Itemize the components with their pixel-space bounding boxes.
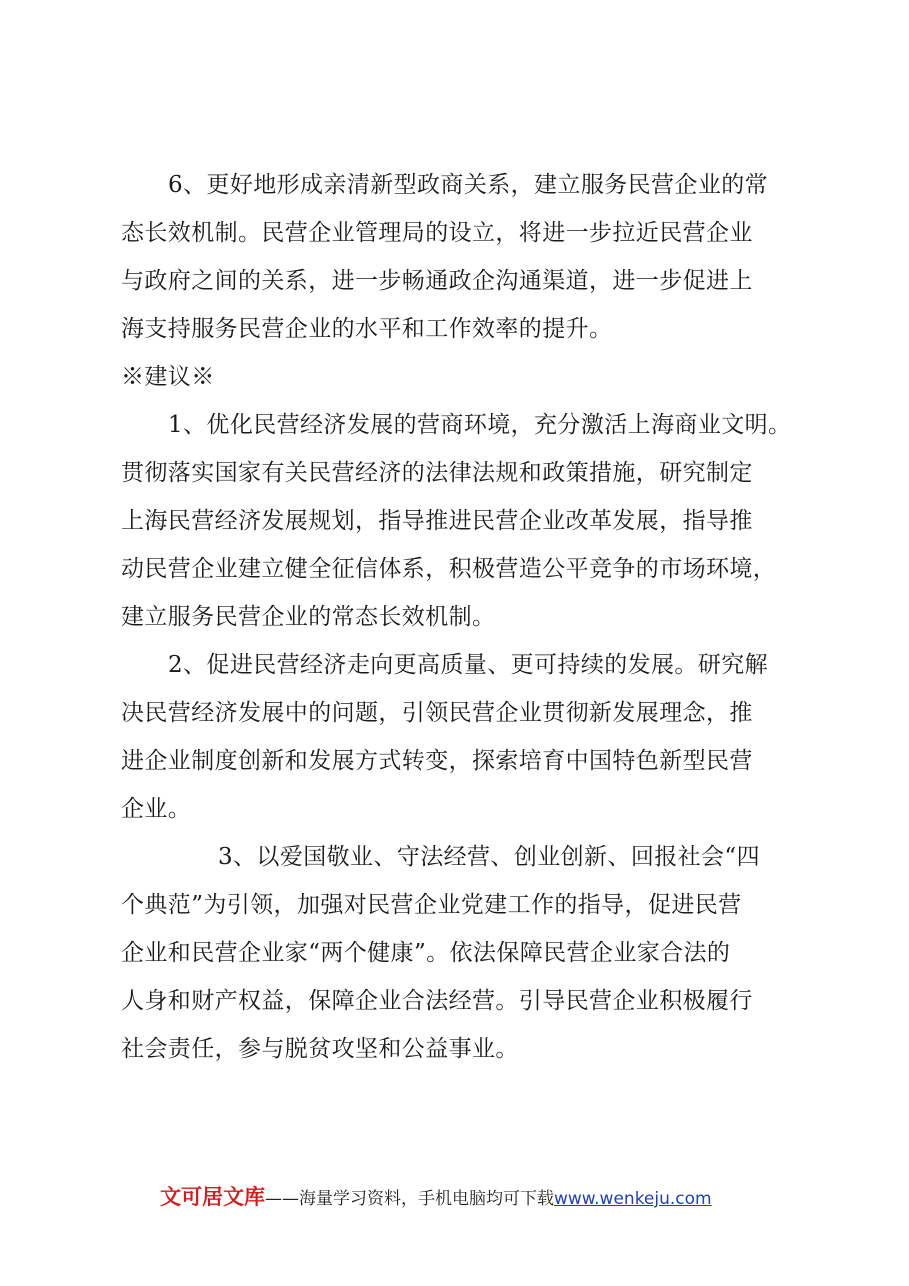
paragraph-2-line-1: 2、促进民营经济走向更高质量、更可持续的发展。研究解 [168,652,769,678]
section-heading-suggestions: ※建议※ [121,364,215,390]
paragraph-1-line-3: 上海民营经济发展规划，指导推进民营企业改革发展，指导推 [121,508,753,534]
paragraph-3-line-3: 企业和民营企业家“两个健康”。依法保障民营企业家合法的 [121,940,731,966]
footer-slogan: ——海量学习资料，手机电脑均可下载 [265,1189,554,1209]
paragraph-2-line-4: 企业。 [121,796,192,822]
paragraph-3-line-2: 个典范”为引领，加强对民营企业党建工作的指导，促进民营 [121,892,742,918]
paragraph-3-line-4: 人身和财产权益，保障企业合法经营。引导民营企业积极履行 [121,988,753,1014]
paragraph-1-line-5: 建立服务民营企业的常态长效机制。 [121,604,496,630]
paragraph-1-line-4: 动民营企业建立健全征信体系，积极营造公平竞争的市场环境， [121,556,777,582]
paragraph-6-line-2: 态长效机制。民营企业管理局的设立，将进一步拉近民营企业 [121,220,753,246]
paragraph-1-line-1: 1、优化民营经济发展的营商环境，充分激活上海商业文明。 [168,412,792,438]
paragraph-2-line-2: 决民营经济发展中的问题，引领民营企业贯彻新发展理念，推 [121,700,753,726]
paragraph-3-line-5: 社会责任，参与脱贫攻坚和公益事业。 [121,1036,519,1062]
paragraph-6-line-3: 与政府之间的关系，进一步畅通政企沟通渠道，进一步促进上 [121,268,753,294]
website-link[interactable]: www.wenkeju.com [554,1189,712,1209]
footer-banner [160,1182,712,1212]
paragraph-3-line-1: 3、以爱国敬业、守法经营、创业创新、回报社会“四 [218,844,760,870]
paragraph-6-line-1: 6、更好地形成亲清新型政商关系，建立服务民营企业的常 [168,172,769,198]
paragraph-2-line-3: 进企业制度创新和发展方式转变，探索培育中国特色新型民营 [121,748,753,774]
paragraph-6-line-4: 海支持服务民营企业的水平和工作效率的提升。 [121,316,613,342]
brand-name: 文可居文库 [160,1185,265,1209]
paragraph-1-line-2: 贯彻落实国家有关民营经济的法律法规和政策措施，研究制定 [121,460,753,486]
